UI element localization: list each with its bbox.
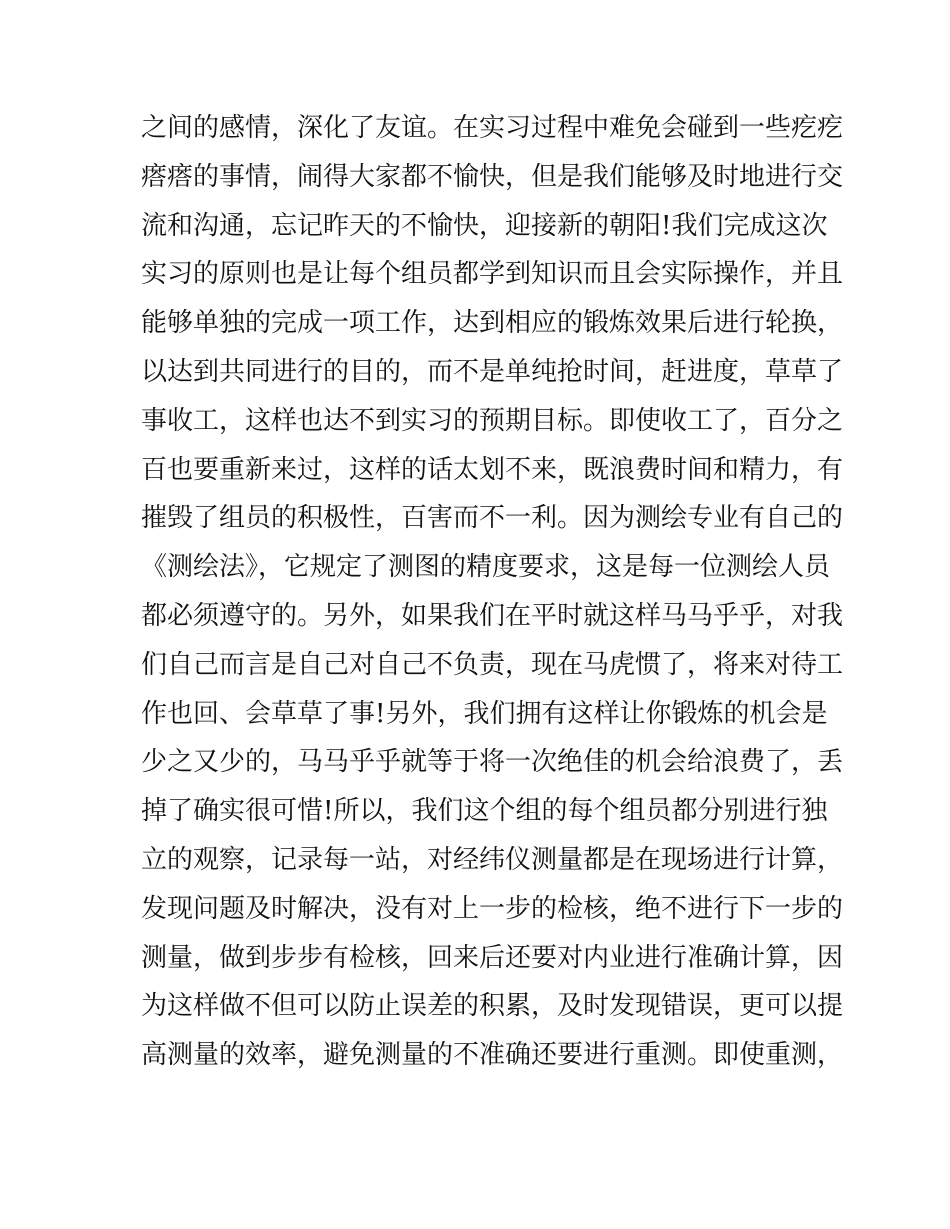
- text-line: 为这样做不但可以防止误差的积累，及时发现错误，更可以提: [141, 991, 844, 1022]
- text-line: 发现问题及时解决，没有对上一步的检核，绝不进行下一步的: [141, 893, 844, 924]
- text-line: 之间的感情，深化了友谊。在实习过程中难免会碰到一些疙疙: [141, 113, 844, 143]
- body-text: [141, 104, 844, 1080]
- text-line: 们自己而言是自己对自己不负责，现在马虎惯了，将来对待工: [141, 649, 844, 680]
- text-line: 流和沟通，忘记昨天的不愉快，迎接新的朝阳!我们完成这次: [141, 210, 828, 241]
- text-line: 以达到共同进行的目的，而不是单纯抢时间，赶进度，草草了: [141, 356, 844, 387]
- text-line: 高测量的效率，避免测量的不准确还要进行重测。即使重测，: [141, 1040, 844, 1071]
- text-line: 实习的原则也是让每个组员都学到知识而且会实际操作，并且: [141, 259, 844, 290]
- text-line: 摧毁了组员的积极性，百害而不一利。因为测绘专业有自己的: [141, 503, 844, 534]
- text-line: 事收工，这样也达不到实习的预期目标。即使收工了，百分之: [141, 405, 844, 436]
- text-line: 测量，做到步步有检核，回来后还要对内业进行准确计算，因: [141, 942, 844, 973]
- text-line: 能够单独的完成一项工作，达到相应的锻炼效果后进行轮换，: [141, 308, 844, 339]
- text-line: 都必须遵守的。另外，如果我们在平时就这样马马乎乎，对我: [141, 600, 844, 631]
- text-line: 瘩瘩的事情，闹得大家都不愉快，但是我们能够及时地进行交: [141, 161, 844, 192]
- text-line: 百也要重新来过，这样的话太划不来，既浪费时间和精力，有: [141, 454, 844, 485]
- text-line: 掉了确实很可惜!所以，我们这个组的每个组员都分别进行独: [141, 796, 828, 827]
- text-line: 《测绘法》，它规定了测图的精度要求，这是每一位测绘人员: [141, 552, 831, 583]
- text-line: 立的观察，记录每一站，对经纬仪测量都是在现场进行计算，: [141, 844, 844, 875]
- text-line: 少之又少的，马马乎乎就等于将一次绝佳的机会给浪费了，丢: [141, 747, 844, 778]
- text-line: 作也回、会草草了事!另外，我们拥有这样让你锻炼的机会是: [141, 698, 828, 729]
